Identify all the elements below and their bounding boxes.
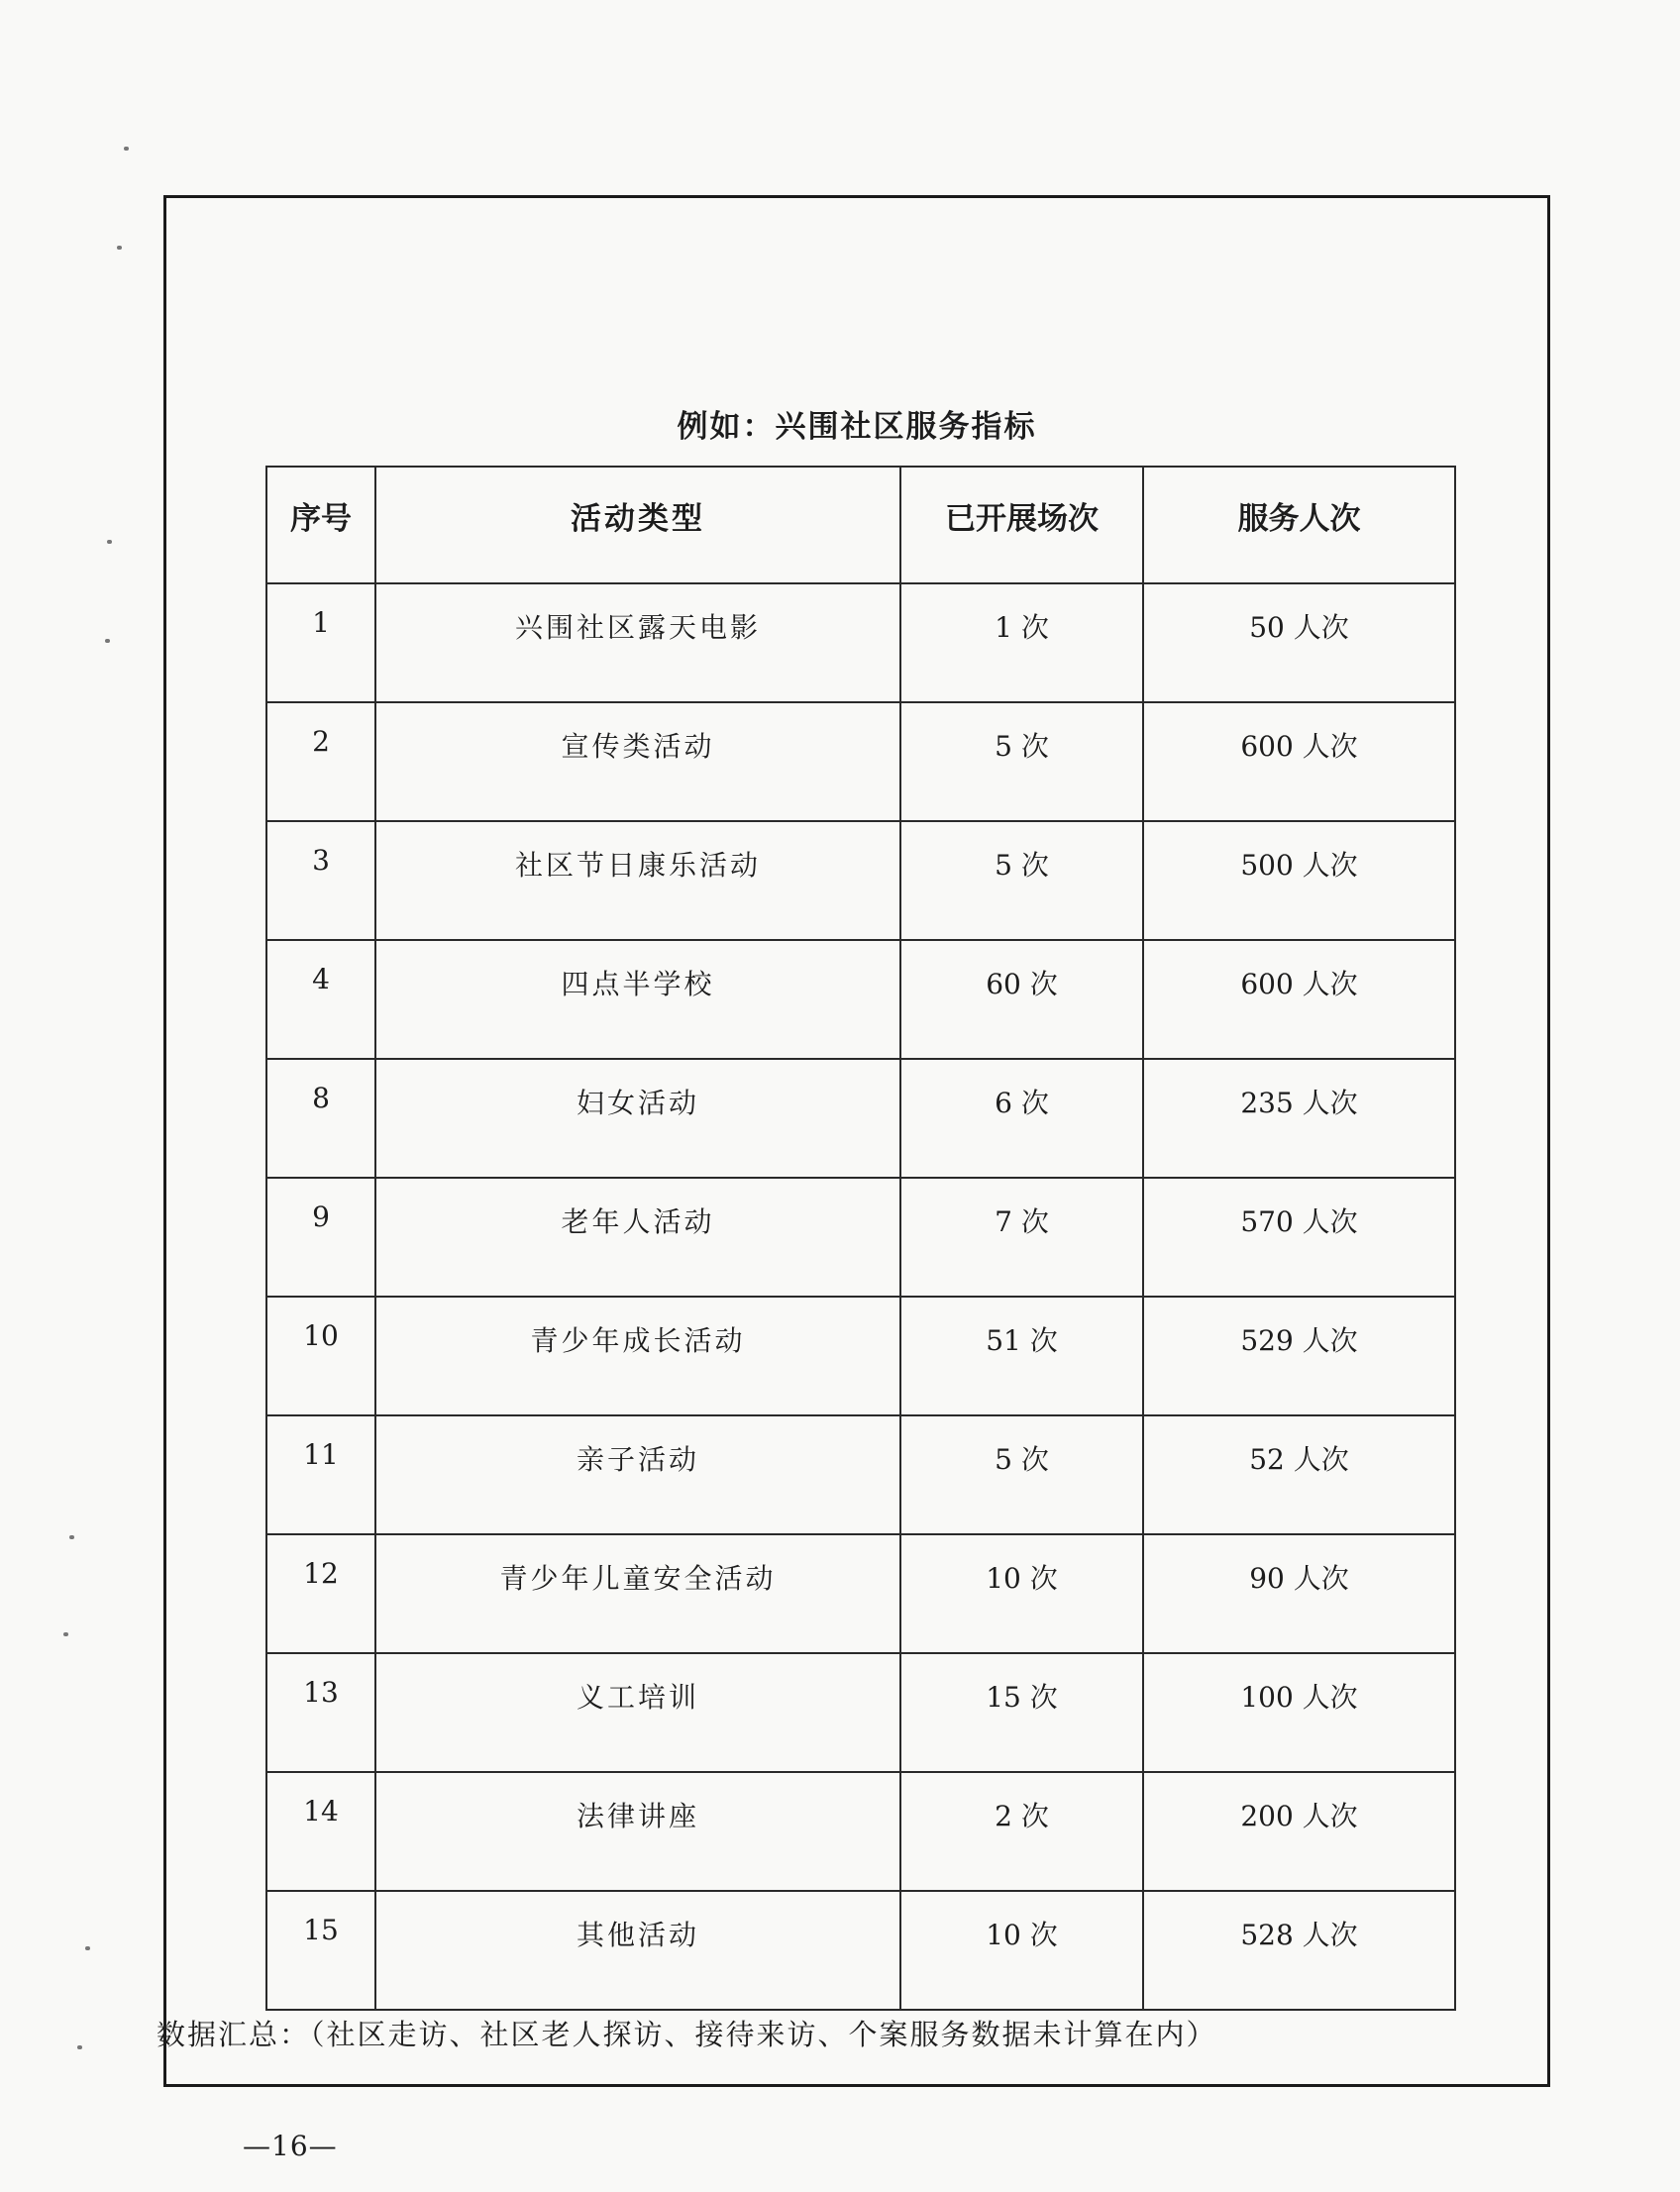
cell-sessions: 51 次 [900,1297,1143,1415]
table-row [266,940,1455,1059]
cell-index: 10 [266,1297,375,1415]
cell-served: 200 人次 [1143,1772,1455,1891]
data-summary-note: 数据汇总：（社区走访、社区老人探访、接待来访、个案服务数据未计算在内） [157,2018,1217,2051]
header-sessions: 已开展场次 [900,467,1143,583]
cell-activity-type: 义工培训 [375,1653,900,1772]
cell-served: 570 人次 [1143,1178,1455,1297]
table-row [266,702,1455,821]
cell-activity-type: 妇女活动 [375,1059,900,1178]
cell-served: 500 人次 [1143,821,1455,940]
table-header-row [266,467,1455,583]
cell-index: 14 [266,1772,375,1891]
cell-served: 600 人次 [1143,940,1455,1059]
cell-index: 2 [266,702,375,821]
cell-activity-type: 亲子活动 [375,1415,900,1534]
cell-served: 52 人次 [1143,1415,1455,1534]
cell-activity-type: 其他活动 [375,1891,900,2010]
cell-sessions: 6 次 [900,1059,1143,1178]
cell-served: 90 人次 [1143,1534,1455,1653]
cell-served: 100 人次 [1143,1653,1455,1772]
cell-sessions: 60 次 [900,940,1143,1059]
service-indicator-table [265,466,1456,2011]
table-row [266,583,1455,702]
cell-served: 50 人次 [1143,583,1455,702]
cell-index: 4 [266,940,375,1059]
header-served: 服务人次 [1143,467,1455,583]
cell-sessions: 15 次 [900,1653,1143,1772]
document-frame [157,195,1550,2087]
table-row [266,1059,1455,1178]
cell-sessions: 5 次 [900,821,1143,940]
cell-sessions: 2 次 [900,1772,1143,1891]
cell-index: 13 [266,1653,375,1772]
cell-sessions: 7 次 [900,1178,1143,1297]
cell-activity-type: 宣传类活动 [375,702,900,821]
cell-served: 600 人次 [1143,702,1455,821]
cell-activity-type: 社区节日康乐活动 [375,821,900,940]
page-number: —16— [243,2130,338,2162]
cell-sessions: 10 次 [900,1534,1143,1653]
cell-served: 528 人次 [1143,1891,1455,2010]
table-row [266,1772,1455,1891]
header-activity-type: 活动类型 [375,467,900,583]
document-title: 例如：兴围社区服务指标 [677,409,1037,445]
cell-activity-type: 法律讲座 [375,1772,900,1891]
table-row [266,1415,1455,1534]
table-row [266,821,1455,940]
table-row [266,1178,1455,1297]
cell-index: 12 [266,1534,375,1653]
table-row [266,1297,1455,1415]
cell-served: 529 人次 [1143,1297,1455,1415]
table-row [266,1653,1455,1772]
cell-served: 235 人次 [1143,1059,1455,1178]
cell-sessions: 10 次 [900,1891,1143,2010]
cell-activity-type: 青少年儿童安全活动 [375,1534,900,1653]
cell-sessions: 1 次 [900,583,1143,702]
cell-activity-type: 老年人活动 [375,1178,900,1297]
cell-index: 15 [266,1891,375,2010]
cell-activity-type: 青少年成长活动 [375,1297,900,1415]
cell-index: 8 [266,1059,375,1178]
cell-activity-type: 兴围社区露天电影 [375,583,900,702]
cell-sessions: 5 次 [900,702,1143,821]
table-row [266,1891,1455,2010]
cell-activity-type: 四点半学校 [375,940,900,1059]
header-index: 序号 [266,467,375,583]
cell-index: 3 [266,821,375,940]
cell-index: 11 [266,1415,375,1534]
cell-index: 1 [266,583,375,702]
cell-index: 9 [266,1178,375,1297]
table-row [266,1534,1455,1653]
cell-sessions: 5 次 [900,1415,1143,1534]
